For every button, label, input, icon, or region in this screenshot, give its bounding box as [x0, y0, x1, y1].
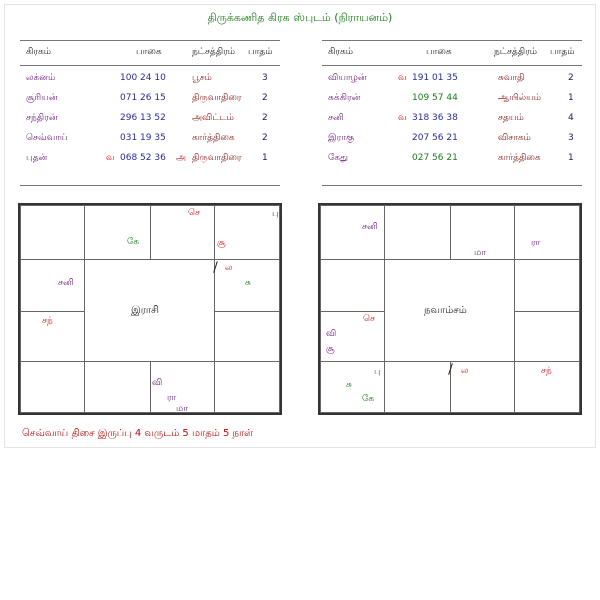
planet-pada: 1 [262, 153, 268, 163]
header-star: நட்சத்திரம் [192, 47, 236, 57]
house-cell [84, 205, 151, 260]
planet-glyph: சந் [42, 316, 53, 326]
table-row [20, 93, 280, 107]
house-cell [514, 259, 580, 312]
planet-name: லக்னம் [26, 73, 56, 83]
planet-star: சுவாதி [498, 73, 525, 83]
planet-degree: 207 56 21 [412, 133, 458, 143]
header-degree: பாகை [136, 47, 162, 57]
house-cell [320, 259, 385, 312]
house-cell [514, 205, 580, 260]
planet-name: வியாழன் [328, 73, 367, 83]
planet-name: சுக்கிரன் [328, 93, 361, 103]
house-cell [150, 205, 215, 260]
planet-glyph: செ [188, 208, 200, 218]
planet-table-right [322, 40, 582, 186]
planet-star: கார்த்திகை [498, 153, 541, 163]
planet-glyph: சு [245, 278, 251, 288]
house-cell [384, 361, 451, 413]
planet-degree: 031 19 35 [120, 133, 166, 143]
planet-glyph: மா [474, 248, 486, 258]
planet-degree: 100 24 10 [120, 73, 166, 83]
table-row [322, 113, 582, 127]
planet-name: புதன் [26, 153, 48, 163]
planet-glyph: சனி [58, 278, 74, 288]
planet-star: திருவாதிரை [192, 93, 242, 103]
house-cell [20, 361, 85, 413]
house-cell [450, 361, 515, 413]
planet-name: செவ்வாய் [26, 133, 68, 143]
table-header [20, 40, 280, 66]
table-header [322, 40, 582, 66]
planet-glyph: சூ [326, 344, 335, 354]
planet-pada: 1 [568, 153, 574, 163]
retrograde-mark: வ [398, 113, 407, 123]
planet-pada: 2 [262, 93, 268, 103]
planet-pada: 1 [568, 93, 574, 103]
planet-name: இராகு [328, 133, 355, 143]
planet-glyph: பு [272, 209, 279, 219]
table-row [20, 73, 280, 87]
planet-degree: 109 57 44 [412, 93, 458, 103]
table-bottom-border [322, 185, 582, 186]
planet-star: ஆயில்யம் [498, 93, 542, 103]
table-row [20, 153, 280, 167]
planet-degree: 068 52 36 [120, 153, 166, 163]
planet-glyph: சனி [362, 222, 378, 232]
navamsa-center-label: நவாம்சம் [424, 305, 467, 316]
planet-glyph: வி [152, 378, 163, 388]
planet-degree: 071 26 15 [120, 93, 166, 103]
header-planet: கிரகம் [328, 47, 354, 57]
planet-glyph: ல [461, 366, 469, 376]
planet-pada: 2 [568, 73, 574, 83]
planet-glyph: ரா [531, 238, 541, 248]
planet-name: சனி [328, 113, 344, 123]
planet-glyph: சூ [217, 238, 226, 248]
planet-degree: 296 13 52 [120, 113, 166, 123]
planet-glyph: சு [346, 380, 352, 390]
planet-glyph: பு [374, 367, 381, 377]
header-pada: பாதம் [550, 47, 575, 57]
planet-star: சதயம் [498, 113, 524, 123]
planet-degree: 318 36 38 [412, 113, 458, 123]
table-row [20, 113, 280, 127]
dasha-balance-text: செவ்வாய் திசை இருப்பு 4 வருடம் 5 மாதம் 5 நாள் [22, 428, 254, 439]
planet-pada: 3 [568, 133, 574, 143]
planet-star: பூசம் [192, 73, 212, 83]
house-cell [384, 205, 451, 260]
planet-name: சந்திரன் [26, 113, 58, 123]
planet-star: கார்த்திகை [192, 133, 235, 143]
table-row [20, 133, 280, 147]
retrograde-mark: வ [398, 73, 407, 83]
rasi-center-label: இராசி [131, 305, 159, 316]
planet-pada: 3 [262, 73, 268, 83]
table-row [322, 93, 582, 107]
planet-degree: 191 01 35 [412, 73, 458, 83]
planet-glyph: கே [127, 237, 140, 247]
house-cell [214, 205, 280, 260]
header-pada: பாதம் [248, 47, 273, 57]
table-bottom-border [20, 185, 280, 186]
planet-glyph: செ [363, 314, 375, 324]
planet-degree: 027 56 21 [412, 153, 458, 163]
sign-suffix: அ [176, 153, 187, 163]
planet-name: கேது [328, 153, 348, 163]
house-cell [214, 311, 280, 362]
planet-name: சூரியன் [26, 93, 58, 103]
table-row [322, 153, 582, 167]
header-degree: பாகை [426, 47, 452, 57]
house-cell [20, 205, 85, 260]
planet-star: விசாகம் [498, 133, 531, 143]
house-cell [20, 259, 85, 312]
planet-glyph: கே [362, 394, 375, 404]
house-cell [514, 311, 580, 362]
planet-glyph: ல [225, 263, 233, 273]
planet-star: அவிட்டம் [192, 113, 234, 123]
planet-glyph: சந் [541, 366, 552, 376]
planet-pada: 2 [262, 113, 268, 123]
planet-glyph: வி [326, 329, 337, 339]
house-cell [84, 361, 151, 413]
rasi-chart [18, 203, 282, 415]
planet-glyph: ரா [167, 393, 177, 403]
planet-glyph: மா [176, 404, 188, 414]
table-row [322, 133, 582, 147]
navamsa-chart [318, 203, 582, 415]
page-title: திருக்கணித கிரக ஸ்புடம் (நிராயனம்) [207, 11, 393, 24]
retrograde-mark: வ [106, 153, 115, 163]
house-cell [214, 361, 280, 413]
planet-table-left [20, 40, 280, 186]
table-row [322, 73, 582, 87]
header-star: நட்சத்திரம் [494, 47, 538, 57]
planet-pada: 2 [262, 133, 268, 143]
planet-star: திருவாதிரை [192, 153, 242, 163]
header-planet: கிரகம் [26, 47, 52, 57]
planet-pada: 4 [568, 113, 574, 123]
